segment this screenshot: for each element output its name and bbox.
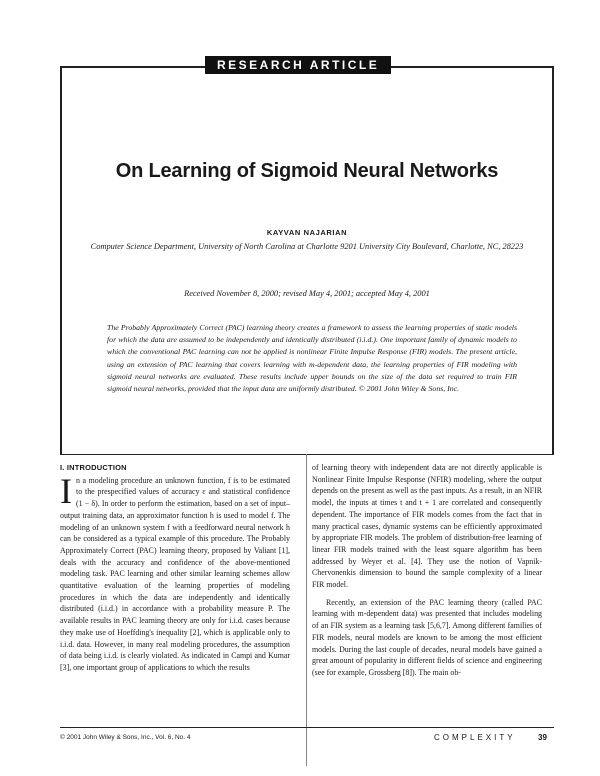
- column-divider: [306, 454, 307, 766]
- footer-copyright: © 2001 John Wiley & Sons, Inc., Vol. 6, No. 4: [60, 734, 191, 741]
- frame-left-rule: [60, 66, 62, 454]
- footer-journal-name: COMPLEXITY: [434, 733, 516, 742]
- article-type-banner: RESEARCH ARTICLE: [205, 56, 391, 74]
- frame-bottom-rule: [60, 454, 554, 455]
- intro-paragraph-1-continued: of learning theory with independent data are not directly applicable is Nonlinear Finite Impulse Response (NFIR) modeling, where the output depends on the present as well as the past inputs. As a result, in an NFIR model, the inputs at times t and t + 1 are correlated and consequently dependent. The importance of FIR models comes from the fact that in many practical cases, dynamic systems can be efficiently approximated by appropriate FIR models. The problem of distribution-free learning of linear FIR models trained with the least square algorithm has been addressed by Weyer et al. [4]. They use the notion of Vapnik-Chervonenkis dimension to bound the sample complexity of a linear FIR model.: [312, 463, 542, 590]
- body-column-left: [60, 462, 290, 674]
- intro-paragraph-1: n a modeling procedure an unknown function, f is to be estimated to the prespecified values of accuracy ε and statistical confidence (1 − δ). In order to perform the estimation, based on a set of input–output training data, an approximator function h is used to model f. The modeling of an unknown system f with a feedforward neural network h can be considered as a typical example of this procedure. The Probably Approximately Correct (PAC) learning theory, proposed by Valiant [1], deals with the accuracy and confidence of the above-mentioned modeling task. PAC learning and other similar learning schemes allow quantitative evaluation of the learning properties of modeling procedures in which the data are independently and identically distributed (i.i.d.) in accordance with a probability measure P. The available results in PAC learning theory are only for i.i.d. cases because they make use of Hoeffding's inequality [2], which is applicable only to i.i.d. data. However, in many real modeling procedures, the assumption of data being i.i.d. is clearly violated. As indicated in Campi and Kumar [3], one important group of applications to which the results: [60, 475, 290, 672]
- section-heading: I. INTRODUCTION: [60, 463, 127, 472]
- abstract: The Probably Approximately Correct (PAC) learning theory creates a framework to assess the learning properties of static models for which the data are assumed to be independently and identically distributed (i.i.d.). One important family of dynamic models to which the conventional PAC learning can not be applied is nonlinear Finite Impulse Response (FIR) models. The present article, using an extension of PAC learning that covers learning with m-dependent data, the learning properties of FIR modeling with sigmoid neural networks are evaluated. These results include upper bounds on the size of the data set required to train FIR sigmoid neural networks, provided that the input data are uniformly distributed. © 2001 John Wiley & Sons, Inc.: [107, 323, 517, 394]
- drop-cap: I: [60, 470, 72, 511]
- footer-rule: [60, 727, 554, 728]
- received-dates: Received November 8, 2000; revised May 4, 2001; accepted May 4, 2001: [184, 289, 430, 298]
- page-number: 39: [538, 733, 547, 742]
- author-name: KAYVAN NAJARIAN: [266, 228, 348, 237]
- intro-paragraph-2: Recently, an extension of the PAC learning theory (called PAC learning with m-dependent data) was presented that includes modeling of an FIR system as a learning task [5,6,7]. Among different families of FIR models, neural models are known to be among the most efficient models. During the last couple of decades, neural models have gained a great amount of popularity in different fields of science and engineering (see for example, Grossberg [8]). The main ob-: [312, 597, 542, 677]
- body-column-right: [312, 462, 542, 679]
- paper-title: On Learning of Sigmoid Neural Networks: [115, 160, 499, 182]
- frame-right-rule: [552, 66, 554, 454]
- author-affiliation: Computer Science Department, University of North Carolina at Charlotte 9201 University City Boulevard, Charlotte, NC, 28223: [90, 242, 524, 251]
